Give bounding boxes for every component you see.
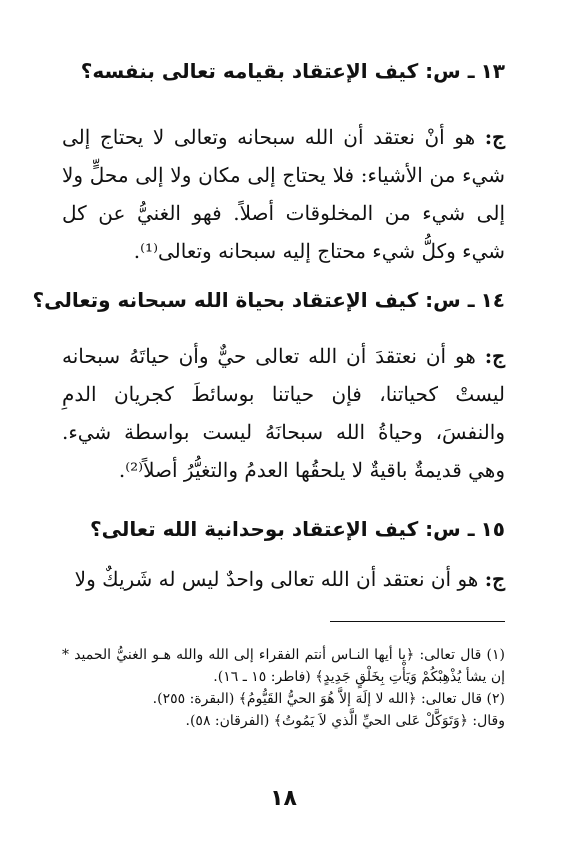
footnote-1: (١) قال تعالى: ﴿يا أيها النـاس أنتم الفقراء إلى الله والله هـو الغنيُّ الحميد * إن يشأ يُذْهِبْكُمْ وَيَأْتِ بِخَلْقٍ جَدِيدٍ﴾ (فاطر: ١٥ ـ ١٦). (62, 647, 505, 685)
answer-text: هو أنْ نعتقد أن الله سبحانه وتعالى لا يحتاج إلى شيء من الأشياء: فلا يحتاج إلى مكان ولا إلى محلٍّ ولا إلى شيء من المخلوقات أصلاً. فهو الغنيُّ عن كل شيء وكلُّ شيء محتاج إليه سبحانه وتعالى⁽¹⁾. (62, 125, 505, 263)
footnote-divider (330, 621, 505, 622)
question-number: ١٣ (480, 59, 505, 83)
footnote-2-continuation: وقال: ﴿وَتَوَكَّلْ عَلى الحيِّ الَّذي لاَ يَمُوتُ﴾ (الفرقان: ٥٨). (185, 713, 505, 729)
question-section-14 (32, 285, 505, 489)
answer-text: هو أن نعتقد أن الله تعالى واحدٌ ليس له شَريكٌ ولا (74, 567, 479, 591)
footnotes (62, 644, 505, 732)
question-title (62, 56, 505, 86)
answer-lead: ج: (484, 344, 505, 368)
page-number: ١٨ (270, 786, 297, 811)
question-title (62, 514, 505, 544)
question-number: ١٥ (480, 517, 505, 541)
answer-paragraph (62, 560, 505, 598)
book-page (32, 0, 505, 859)
answer-text: هو أن نعتقدَ أن الله تعالى حيٌّ وأن حياتَهُ سبحانه ليستْ كحياتنا، فإن حياتنا بوسائطَ كجريان الدمِ والنفسَ، وحياةُ الله سبحانَهُ ليست بواسطة شيء. وهي قديمةٌ باقيةٌ لا يلحقُها العدمُ والتغيُّرُ أصلاً⁽²⁾. (62, 344, 505, 482)
question-text: ـ س: كيف الإعتقاد بقيامه تعالى بنفسه؟ (80, 59, 475, 83)
footnote-2: (٢) قال تعالى: ﴿الله لا إلَهَ إلاَّ هُوَ الحيُّ القَيُّومُ﴾ (البقرة: ٢٥٥). (152, 691, 505, 707)
question-section-13 (62, 56, 505, 270)
answer-paragraph (62, 118, 505, 270)
answer-lead: ج: (484, 567, 505, 591)
question-text: ـ س: كيف الإعتقاد بوحدانية الله تعالى؟ (90, 517, 475, 541)
answer-paragraph (62, 337, 505, 489)
question-number: ١٤ (480, 288, 505, 312)
question-section-15 (62, 514, 505, 598)
question-text: ـ س: كيف الإعتقاد بحياة الله سبحانه وتعالى؟ (32, 288, 475, 312)
answer-lead: ج: (484, 125, 505, 149)
question-title (32, 285, 505, 315)
